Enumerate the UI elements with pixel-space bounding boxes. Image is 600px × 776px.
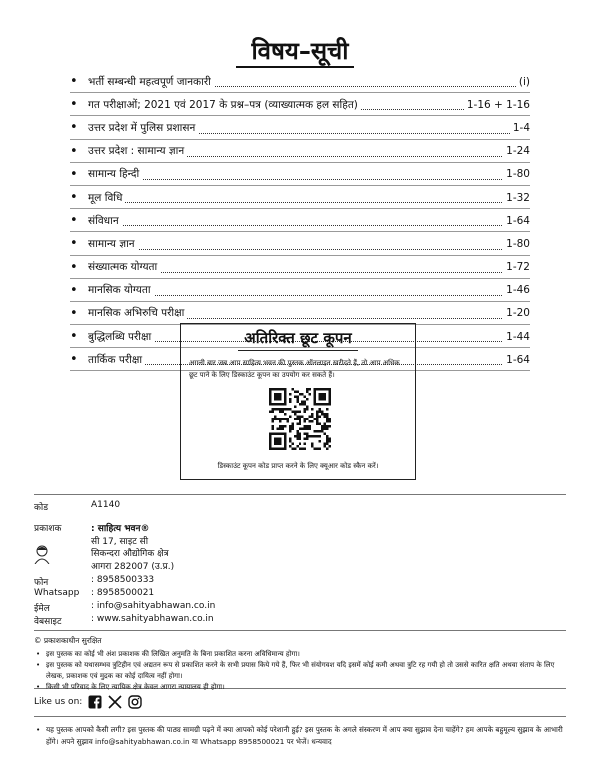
toc-label: उत्तर प्रदेश में पुलिस प्रशासन xyxy=(88,121,198,135)
toc-page: 1-32 xyxy=(503,192,530,204)
toc-bullet: • xyxy=(70,259,78,275)
toc-label: मूल विधि xyxy=(88,191,125,205)
divider-middle xyxy=(34,630,566,631)
qr-code-icon[interactable] xyxy=(269,388,331,450)
toc-page: 1-24 xyxy=(503,145,530,157)
copyright-item: • इस पुस्तक को यथासम्भव त्रुटिहीन एवं अद्यतन रूप से प्रकाशित करने के सभी प्रयास किये गये हैं, फिर भी संयोगवश यदि इसमें कोई कमी अथवा त्रुटि रह गयी हो तो उससे कारित क्षति अथवा संताप के लिए लेखक, प्रकाशक एवं मुद्रक का कोई दायित्व नहीं होगा। xyxy=(34,660,574,682)
toc-row xyxy=(70,302,530,325)
toc-label: मानसिक योग्यता xyxy=(88,283,154,297)
toc-page: 1-4 xyxy=(510,122,530,134)
discount-coupon-box xyxy=(180,323,416,480)
coupon-title: अतिरिक्त छूट कूपन xyxy=(244,329,352,347)
address-line-2: सिकन्दरा औद्योगिक क्षेत्र xyxy=(91,549,169,559)
toc-row xyxy=(70,186,530,209)
toc-bullet: • xyxy=(70,97,78,113)
toc-page: 1-64 xyxy=(503,354,530,366)
toc-page: 1-46 xyxy=(503,284,530,296)
toc-page: 1-72 xyxy=(503,261,530,273)
toc-bullet: • xyxy=(70,213,78,229)
toc-page: 1-20 xyxy=(503,307,530,319)
toc-bullet: • xyxy=(70,236,78,252)
toc-leader-dots xyxy=(88,295,530,296)
email-label: ईमेल xyxy=(34,604,50,614)
toc-label: उत्तर प्रदेश : सामान्य ज्ञान xyxy=(88,144,187,158)
divider-top xyxy=(34,494,566,495)
social-links xyxy=(34,695,142,709)
website-label: वेबसाइट xyxy=(34,617,62,627)
phone-label: फोन xyxy=(34,578,49,588)
website-value: : www.sahityabhawan.co.in xyxy=(91,614,214,624)
toc-page: 1-64 xyxy=(503,215,530,227)
toc-bullet: • xyxy=(70,329,78,345)
toc-page: 1-80 xyxy=(503,238,530,250)
feedback-text: • यह पुस्तक आपको कैसी लगी? इस पुस्तक की पाठ्य सामग्री पढ़ने में क्या आपको कोई परेशानी हुई? इस पुस्तक के अगले संस्करण में आप क्या सुझाव देना चाहेंगे? हम आपके बहुमूल्य सुझाव के आभारी होंगे। अपने सुझाव info@sahityabhawan.co.in या Whatsapp 8958500021 पर भेजें। धन्यवाद xyxy=(34,724,574,748)
toc-label: भर्ती सम्बन्धी महत्वपूर्ण जानकारी xyxy=(88,75,214,89)
toc-row xyxy=(70,232,530,255)
address-line-3: आगरा 282007 (उ.प्र.) xyxy=(91,562,175,572)
publisher-logo-icon xyxy=(34,544,50,564)
whatsapp-label: Whatsapp xyxy=(34,588,80,598)
publisher-name: : साहित्य भवन® xyxy=(91,524,150,534)
toc-bullet: • xyxy=(70,120,78,136)
toc-label: बुद्धिलब्धि परीक्षा xyxy=(88,330,154,344)
toc-bullet: • xyxy=(70,282,78,298)
whatsapp-value: : 8958500021 xyxy=(91,588,155,598)
toc-label: सामान्य ज्ञान xyxy=(88,237,138,251)
toc-leader-dots xyxy=(88,202,530,203)
title-underline xyxy=(236,66,354,68)
toc-page: 1-16 + 1-16 xyxy=(464,99,530,111)
copyright-item: • किसी भी परिवाद के लिए न्यायिक क्षेत्र केवल आगरा न्यायालय ही होगा। xyxy=(34,682,574,693)
instagram-icon[interactable] xyxy=(128,695,142,709)
toc-bullet: • xyxy=(70,74,78,89)
toc-label: सामान्य हिन्दी xyxy=(88,167,142,181)
toc-page: (i) xyxy=(516,76,530,88)
coupon-footer: डिस्काउंट कूपन कोड प्राप्त करने के लिए क्यूआर कोड स्कैन करें। xyxy=(217,462,379,470)
toc-row xyxy=(70,256,530,279)
toc-row xyxy=(70,93,530,116)
toc-row xyxy=(70,116,530,139)
toc-row xyxy=(70,163,530,186)
code-label: कोड xyxy=(34,503,49,513)
toc-bullet: • xyxy=(70,305,78,321)
page-title: विषय–सूची xyxy=(251,37,349,65)
address-line-1: सी 17, साइट सी xyxy=(91,537,149,547)
toc-label: संविधान xyxy=(88,214,122,228)
toc-bullet: • xyxy=(70,352,78,368)
email-value: : info@sahityabhawan.co.in xyxy=(91,601,216,611)
toc-bullet: • xyxy=(70,189,78,205)
divider-bottom xyxy=(34,716,566,717)
toc-page: 1-44 xyxy=(503,331,530,343)
code-value: A1140 xyxy=(91,500,121,510)
like-us-label: Like us on: xyxy=(34,697,83,707)
toc-row xyxy=(70,279,530,302)
toc-label: संख्यात्मक योग्यता xyxy=(88,260,160,274)
toc-bullet: • xyxy=(70,143,78,159)
x-twitter-icon[interactable] xyxy=(108,695,122,709)
copyright-heading: © प्रकाशकाधीन सुरक्षित xyxy=(34,636,102,645)
facebook-icon[interactable] xyxy=(88,695,102,709)
phone-value: : 8958500333 xyxy=(91,575,155,585)
toc-row xyxy=(70,70,530,93)
toc-label: मानसिक अभिरुचि परीक्षा xyxy=(88,306,187,320)
toc-leader-dots xyxy=(88,179,530,180)
toc-label: तार्किक परीक्षा xyxy=(88,353,145,367)
toc-leader-dots xyxy=(88,225,530,226)
toc-bullet: • xyxy=(70,166,78,182)
toc-page: 1-80 xyxy=(503,168,530,180)
publisher-label: प्रकाशक xyxy=(34,524,62,534)
coupon-text: अगली बार जब आप साहित्य भवन की पुस्तक ऑनलाइन खरीदते हैं, तो आप अधिक छूट पाने के लिए डिस्काउंट कूपन का उपयोग कर सकते हैं। xyxy=(189,359,400,379)
copyright-section xyxy=(34,636,574,693)
toc-leader-dots xyxy=(88,249,530,250)
feedback-section xyxy=(34,724,574,748)
copyright-item: • इस पुस्तक का कोई भी अंश प्रकाशक की लिखित अनुमति के बिना प्रकाशित करना अविधिमान्य होगा। xyxy=(34,649,574,660)
toc-row xyxy=(70,209,530,232)
toc-label: गत परीक्षाओं; 2021 एवं 2017 के प्रश्न–पत्र (व्याख्यात्मक हल सहित) xyxy=(88,98,361,112)
toc-row xyxy=(70,140,530,163)
